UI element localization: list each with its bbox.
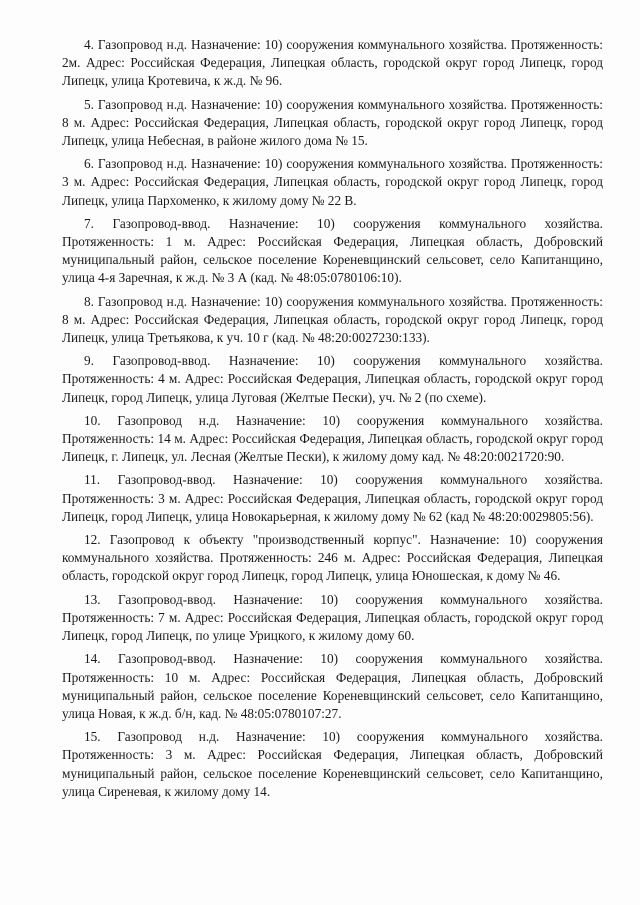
entry-5: 5. Газопровод н.д. Назначение: 10) сооружения коммунального хозяйства. Протяженность: 8 м. Адрес: Российская Федерация, Липецкая область, городской округ город Липецк, город Липецк, улица Небесная, в районе жилого дома № 15. xyxy=(62,96,603,149)
entry-14: 14. Газопровод-ввод. Назначение: 10) сооружения коммунального хозяйства. Протяженность: 10 м. Адрес: Российская Федерация, Липецкая область, Добровский муниципальный район, сельское поселение Кореневщинский сельсовет, село Капитанщино, улица Новая, к ж.д. б/н, кад. № 48:05:0780107:27. xyxy=(62,651,603,721)
document-body xyxy=(62,36,603,806)
entry-8: 8. Газопровод н.д. Назначение: 10) сооружения коммунального хозяйства. Протяженность: 8 м. Адрес: Российская Федерация, Липецкая область, городской округ город Липецк, город Липецк, улица Третьякова, к уч. 10 г (кад. № 48:20:0027230:133). xyxy=(62,293,603,346)
entry-10: 10. Газопровод н.д. Назначение: 10) сооружения коммунального хозяйства. Протяженность: 14 м. Адрес: Российская Федерация, Липецкая область, городской округ город Липецк, г. Липецк, ул. Лесная (Желтые Пески), к жилому дому кад. № 48:20:0021720:90. xyxy=(62,412,603,465)
entry-4: 4. Газопровод н.д. Назначение: 10) сооружения коммунального хозяйства. Протяженность: 2м. Адрес: Российская Федерация, Липецкая область, городской округ город Липецк, город Липецк, улица Кротевича, к ж.д. № 96. xyxy=(62,37,603,89)
entry-15: 15. Газопровод н.д. Назначение: 10) сооружения коммунального хозяйства. Протяженность: 3 м. Адрес: Российская Федерация, Липецкая область, Добровский муниципальный район, сельское поселение Кореневщинский сельсовет, село Капитанщино, улица Сиреневая, к жилому дому 14. xyxy=(62,729,603,799)
entry-12: 12. Газопровод к объекту "производственный корпус". Назначение: 10) сооружения коммунального хозяйства. Протяженность: 246 м. Адрес: Российская Федерация, Липецкая область, городской округ город Липецк, город Липецк, улица Юношеская, к дому № 46. xyxy=(62,532,603,584)
entry-9: 9. Газопровод-ввод. Назначение: 10) сооружения коммунального хозяйства. Протяженность: 4 м. Адрес: Российская Федерация, Липецкая область, городской округ город Липецк, город Липецк, улица Луговая (Желтые Пески), уч. № 2 (по схеме). xyxy=(62,353,603,405)
entry-11: 11. Газопровод-ввод. Назначение: 10) сооружения коммунального хозяйства. Протяженность: 3 м. Адрес: Российская Федерация, Липецкая область, городской округ город Липецк, город Липецк, улица Новокарьерная, к жилому дому № 62 (кад № 48:20:0029805:56). xyxy=(62,472,603,524)
entry-13: 13. Газопровод-ввод. Назначение: 10) сооружения коммунального хозяйства. Протяженность: 7 м. Адрес: Российская Федерация, Липецкая область, городской округ город Липецк, город Липецк, по улице Урицкого, к жилому дому 60. xyxy=(62,591,603,644)
entry-6: 6. Газопровод н.д. Назначение: 10) сооружения коммунального хозяйства. Протяженность: 3 м. Адрес: Российская Федерация, Липецкая область, городской округ город Липецк, город Липецк, улица Пархоменко, к жилому дому № 22 В. xyxy=(62,156,603,208)
entry-7: 7. Газопровод-ввод. Назначение: 10) сооружения коммунального хозяйства. Протяженность: 1 м. Адрес: Российская Федерация, Липецкая область, Добровский муниципальный район, сельское поселение Кореневщинский сельсовет, село Капитанщино, улица 4-я Заречная, к ж.д. № 3 А (кад. № 48:05:0780106:10). xyxy=(62,215,603,286)
